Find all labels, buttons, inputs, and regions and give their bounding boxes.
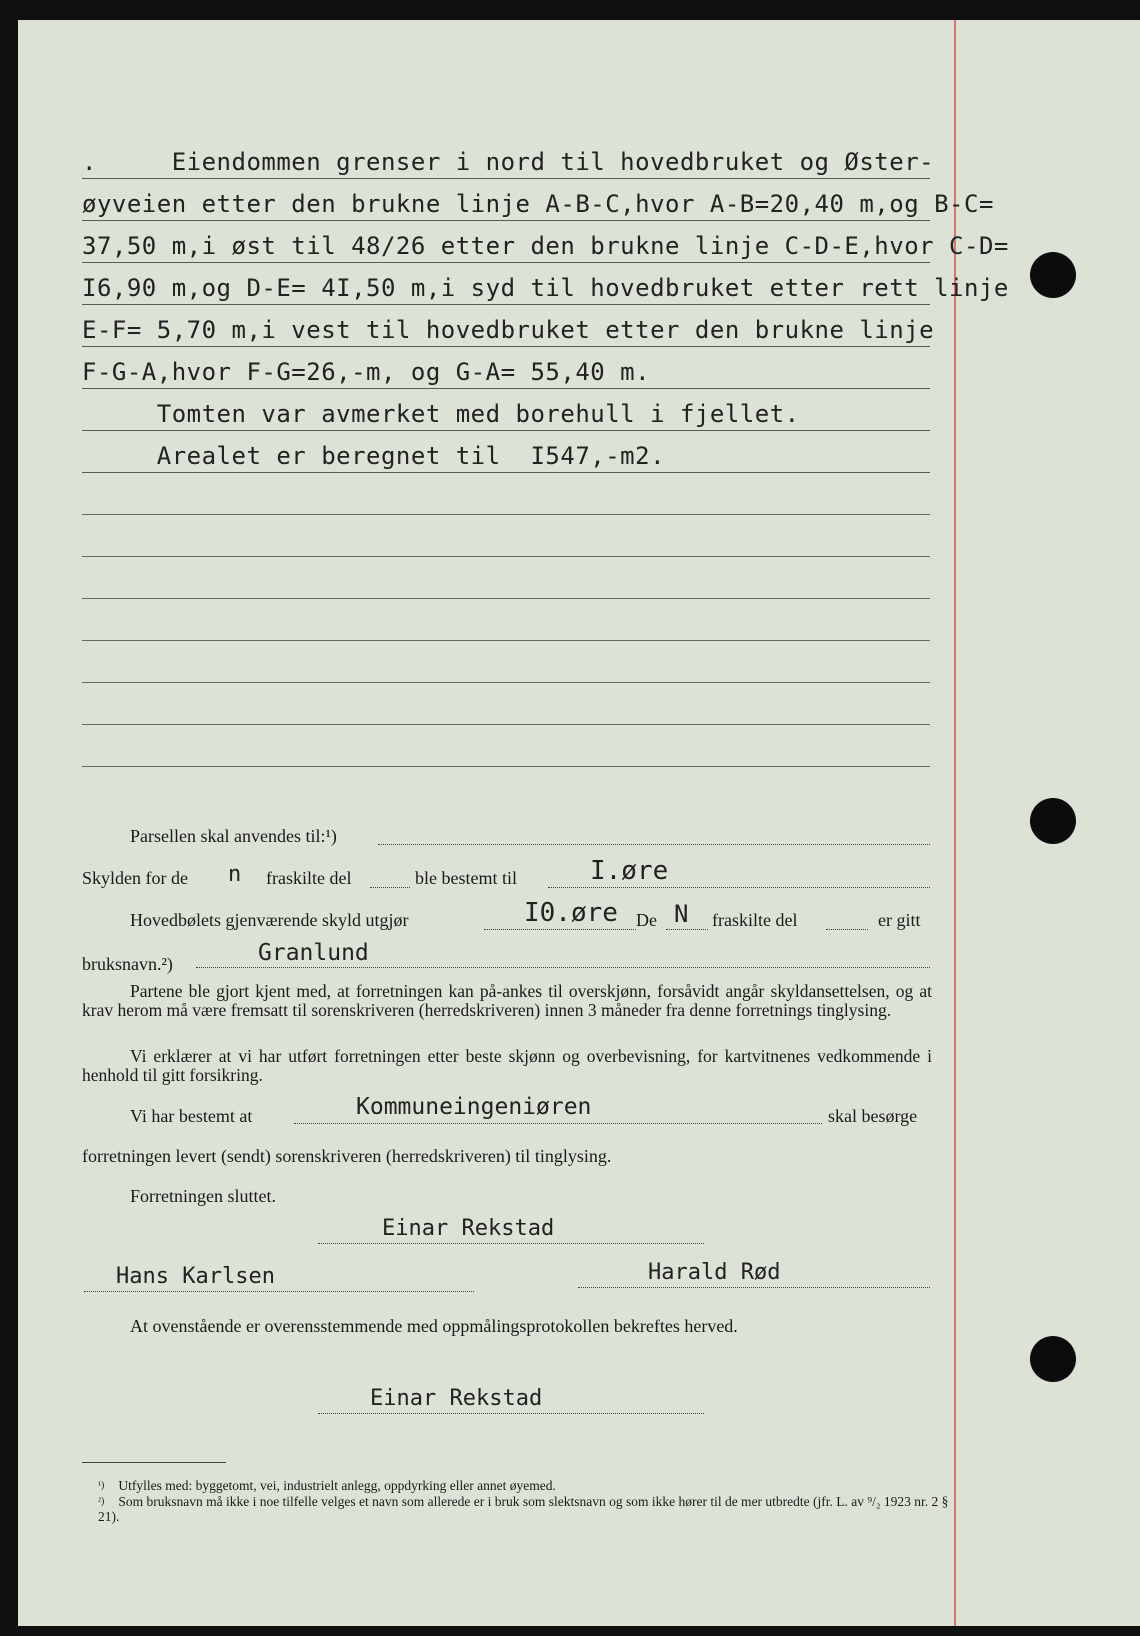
partene-paragraph: Partene ble gjort kjent med, at forretningen kan på-ankes til overskjønn, forsåvidt angår skyldansettelsen, og at krav herom må være fremsatt til sorenskriveren (herredskriveren) innen 3 måneder fra denne forretnings tinglysing. <box>82 981 932 1020</box>
fill-line <box>666 928 708 930</box>
de-label: De <box>636 910 657 930</box>
footnote-1: $^{^1)}$ Utfylles med: byggetomt, vei, industrielt anlegg, oppdyrking eller annet øyemed. <box>98 1478 556 1493</box>
sluttet-label: Forretningen sluttet. <box>130 1186 276 1206</box>
bruksnavn-label: bruksnavn.²) <box>82 954 173 974</box>
signature-line <box>578 1286 930 1288</box>
erklaerer-paragraph: Vi erklærer at vi har utført forretningen etter beste skjønn og overbevisning, for kartvitnenes vedkommende i henhold til gitt forsikring. <box>82 1046 932 1085</box>
signature-4: Einar Rekstad <box>370 1386 543 1411</box>
fill-line <box>378 843 930 845</box>
punch-hole-icon <box>1030 252 1076 298</box>
punch-hole-icon <box>1030 1336 1076 1382</box>
fill-line <box>826 928 868 930</box>
bekreftes-text: At ovenstående er overensstemmende med oppmålingsprotokollen bekreftes herved. <box>130 1316 738 1336</box>
empty-ruled-line <box>82 556 930 557</box>
er-gitt-label: er gitt <box>878 910 921 930</box>
fill-line <box>548 886 930 888</box>
de-fill: N <box>674 900 689 928</box>
empty-ruled-line <box>82 598 930 599</box>
typed-line: Arealet er beregnet til I547,-m2. <box>82 434 930 473</box>
fill-line <box>370 886 410 888</box>
fraskilte-label-2: fraskilte del <box>712 910 798 930</box>
signature-line <box>318 1242 704 1244</box>
typed-line: E-F= 5,70 m,i vest til hovedbruket etter den brukne linje <box>82 308 930 347</box>
fill-line <box>484 928 636 930</box>
fill-line <box>196 966 930 968</box>
document-page <box>18 20 1140 1626</box>
skylden-value: I.øre <box>590 856 669 886</box>
bestemt-label: ble bestemt til <box>415 868 517 888</box>
typed-line: I6,90 m,og D-E= 4I,50 m,i syd til hovedbruket etter rett linje <box>82 266 930 305</box>
signature-1: Einar Rekstad <box>382 1216 555 1241</box>
parsellen-label: Parsellen skal anvendes til:¹) <box>130 826 337 846</box>
empty-ruled-line <box>82 766 930 767</box>
empty-ruled-line <box>82 514 930 515</box>
hovedbolet-value: I0.øre <box>524 898 618 928</box>
empty-ruled-line <box>82 682 930 683</box>
signature-2: Hans Karlsen <box>116 1264 275 1289</box>
bestemt-at-label: Vi har bestemt at <box>130 1106 253 1126</box>
signature-line <box>318 1412 704 1414</box>
hovedbolet-label: Hovedbølets gjenværende skyld utgjør <box>130 910 409 930</box>
typed-line: F-G-A,hvor F-G=26,-m, og G-A= 55,40 m. <box>82 350 930 389</box>
empty-ruled-line <box>82 640 930 641</box>
red-margin-line <box>954 20 956 1626</box>
signature-3: Harald Rød <box>648 1260 781 1285</box>
typed-line: øyveien etter den brukne linje A-B-C,hvor A-B=20,40 m,og B-C= <box>82 182 930 221</box>
footnote-rule <box>82 1462 226 1463</box>
besorge-label: skal besørge <box>828 1106 918 1126</box>
skylden-label: Skylden for de <box>82 868 188 888</box>
signature-line <box>84 1290 474 1292</box>
punch-hole-icon <box>1030 798 1076 844</box>
bestemt-at-value: Kommuneingeniøren <box>356 1094 592 1120</box>
typed-line: 37,50 m,i øst til 48/26 etter den brukne linje C-D-E,hvor C-D= <box>82 224 930 263</box>
bruksnavn-value: Granlund <box>258 940 369 966</box>
empty-ruled-line <box>82 724 930 725</box>
fill-line <box>294 1122 822 1124</box>
typed-line: . Eiendommen grenser i nord til hovedbruket og Øster- <box>82 140 930 179</box>
fraskilte-label: fraskilte del <box>266 868 352 888</box>
levert-line: forretningen levert (sendt) sorenskriveren (herredskriveren) til tinglysing. <box>82 1146 612 1166</box>
skylden-fill: n <box>228 862 242 887</box>
footnote-2: $^{^2)}$ Som bruksnavn må ikke i noe tilfelle velges et navn som allerede er i bruk som slektsnavn og som ikke hører til de mer utbredte (jfr. L. av ⁹/₂ 1923 nr. 2 § 21). <box>98 1494 949 1524</box>
typed-line: Tomten var avmerket med borehull i fjellet. <box>82 392 930 431</box>
